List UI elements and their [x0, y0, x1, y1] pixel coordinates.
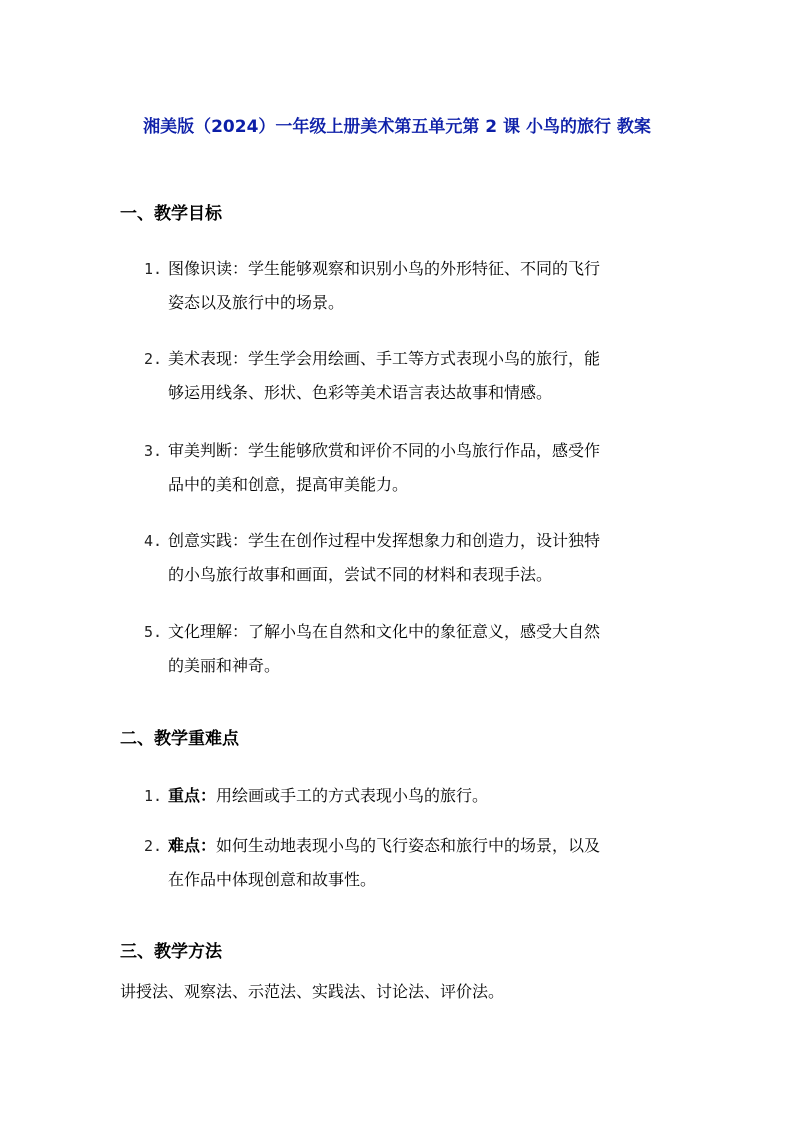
list-number: 3. [144, 442, 163, 460]
list-item-text-continued: 的小鸟旅行故事和画面，尝试不同的材料和表现手法。 [168, 565, 553, 584]
section-heading-key-points: 二、教学重难点 [120, 729, 239, 749]
list-item [144, 252, 684, 320]
list-number: 2. [144, 837, 163, 855]
list-item-text: 创意实践：学生在创作过程中发挥想象力和创造力，设计独特 [168, 531, 601, 550]
list-item-label: 重点： [168, 786, 217, 805]
list-item [144, 524, 684, 592]
list-item [144, 342, 684, 410]
list-number: 4. [144, 532, 163, 550]
list-item-text-continued: 品中的美和创意，提高审美能力。 [168, 475, 409, 494]
list-item-text: 如何生动地表现小鸟的飞行姿态和旅行中的场景，以及 [216, 836, 601, 855]
list-item-text-continued: 够运用线条、形状、色彩等美术语言表达故事和情感。 [168, 383, 553, 402]
list-item [144, 779, 684, 813]
list-item [144, 829, 684, 897]
list-number: 2. [144, 350, 163, 368]
list-number: 1. [144, 260, 163, 278]
list-number: 1. [144, 787, 163, 805]
list-item-text: 图像识读：学生能够观察和识别小鸟的外形特征、不同的飞行 [168, 259, 601, 278]
list-item-text-continued: 在作品中体现创意和故事性。 [168, 870, 377, 889]
list-item [144, 615, 684, 683]
list-item [144, 434, 684, 502]
list-item-text: 用绘画或手工的方式表现小鸟的旅行。 [216, 786, 489, 805]
list-item-text-continued: 姿态以及旅行中的场景。 [168, 293, 345, 312]
list-item-text: 美术表现：学生学会用绘画、手工等方式表现小鸟的旅行，能 [168, 349, 601, 368]
list-item-text-continued: 的美丽和神奇。 [168, 656, 281, 675]
document-title: 湘美版（2024）一年级上册美术第五单元第 2 课 小鸟的旅行 教案 [143, 117, 651, 137]
list-item-text: 文化理解：了解小鸟在自然和文化中的象征意义，感受大自然 [168, 622, 601, 641]
list-item-label: 难点： [168, 836, 217, 855]
section-heading-methods: 三、教学方法 [120, 942, 222, 962]
methods-paragraph: 讲授法、观察法、示范法、实践法、讨论法、评价法。 [120, 982, 505, 1001]
section-heading-objectives: 一、教学目标 [120, 204, 222, 224]
list-number: 5. [144, 623, 163, 641]
list-item-text: 审美判断：学生能够欣赏和评价不同的小鸟旅行作品，感受作 [168, 441, 601, 460]
